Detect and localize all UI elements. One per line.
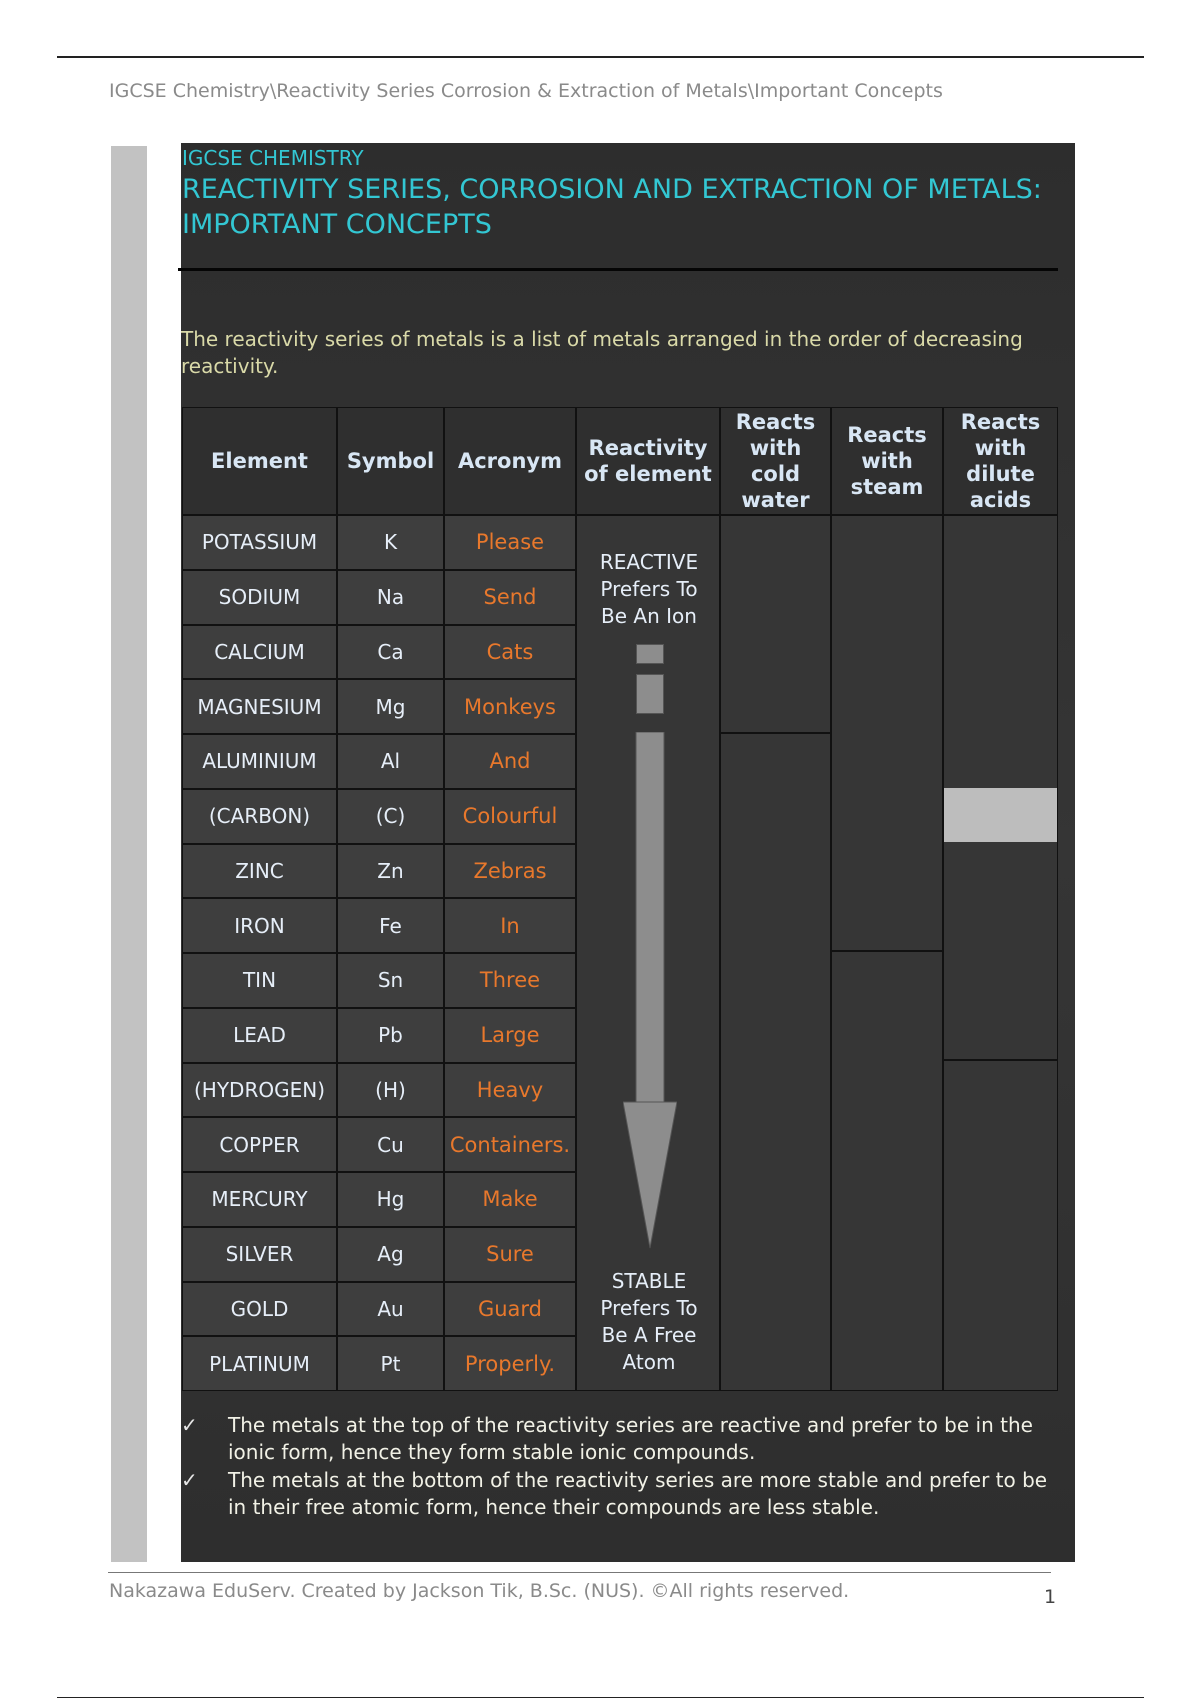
steam-reacts-block: [831, 515, 943, 951]
header-cold-water: Reacts with cold water: [720, 407, 831, 515]
acronym-cell: Heavy: [444, 1063, 576, 1118]
symbol-cell: Ca: [337, 625, 444, 680]
top-rule: [57, 56, 1144, 58]
symbol-cell: (C): [337, 789, 444, 844]
acids-no-react-block: [943, 1060, 1058, 1391]
header-element: Element: [182, 407, 337, 515]
table-row: [182, 1008, 576, 1062]
cold-water-reacts-block: [720, 515, 831, 733]
table-row: [182, 625, 576, 679]
element-cell: GOLD: [182, 1282, 337, 1337]
acronym-cell: Properly.: [444, 1336, 576, 1391]
page-number: 1: [1044, 1586, 1057, 1608]
symbol-cell: Al: [337, 734, 444, 789]
table-row: [182, 679, 576, 733]
footer-rule: [108, 1572, 1051, 1573]
acronym-cell: Zebras: [444, 844, 576, 899]
breadcrumb: IGCSE Chemistry\Reactivity Series Corrosion & Extraction of Metals\Important Concepts: [109, 80, 943, 102]
symbol-cell: Pb: [337, 1008, 444, 1063]
element-cell: MAGNESIUM: [182, 679, 337, 734]
arrow-segment-medium: [636, 674, 664, 714]
element-cell: IRON: [182, 898, 337, 953]
header-dilute-acids: Reacts with dilute acids: [943, 407, 1058, 515]
table-row: [182, 1117, 576, 1171]
acronym-cell: Make: [444, 1172, 576, 1227]
table-row: [182, 898, 576, 952]
element-cell: POTASSIUM: [182, 515, 337, 570]
table-row: [182, 953, 576, 1007]
symbol-cell: Na: [337, 570, 444, 625]
acronym-cell: Sure: [444, 1227, 576, 1282]
acronym-cell: Monkeys: [444, 679, 576, 734]
acronym-cell: Guard: [444, 1282, 576, 1337]
acronym-cell: Colourful: [444, 789, 576, 844]
symbol-cell: Ag: [337, 1227, 444, 1282]
acronym-cell: Please: [444, 515, 576, 570]
element-cell: CALCIUM: [182, 625, 337, 680]
intro-text: The reactivity series of metals is a list of metals arranged in the order of decreasing reactivity.: [181, 327, 1023, 378]
steam-no-react-block: [831, 951, 943, 1391]
element-cell: ALUMINIUM: [182, 734, 337, 789]
note-item: [181, 1412, 1061, 1466]
element-cell: LEAD: [182, 1008, 337, 1063]
note-text: The metals at the bottom of the reactivity series are more stable and prefer to be in their free atomic form, hence their compounds are less stable.: [228, 1468, 1048, 1519]
note-item: [181, 1467, 1061, 1521]
symbol-cell: Hg: [337, 1172, 444, 1227]
element-cell: COPPER: [182, 1117, 337, 1172]
symbol-cell: Sn: [337, 953, 444, 1008]
header-steam: Reacts with steam: [831, 407, 943, 515]
table-row: [182, 570, 576, 624]
doc-title: REACTIVITY SERIES, CORROSION AND EXTRACTION OF METALS: IMPORTANT CONCEPTS: [182, 174, 1042, 240]
acronym-cell: In: [444, 898, 576, 953]
element-cell: SODIUM: [182, 570, 337, 625]
title-divider: [178, 268, 1058, 271]
reactivity-column: [576, 515, 720, 1391]
element-cell: (CARBON): [182, 789, 337, 844]
doc-kicker: IGCSE CHEMISTRY: [182, 146, 364, 170]
table-row: [182, 734, 576, 788]
symbol-cell: Zn: [337, 844, 444, 899]
header-acronym: Acronym: [444, 407, 576, 515]
notes-list: [181, 1412, 1061, 1522]
down-arrow-icon: [623, 732, 677, 1252]
side-strip: [111, 146, 147, 1562]
reactive-label: REACTIVE Prefers To Be An Ion: [599, 550, 699, 628]
table-row: [182, 1336, 576, 1390]
element-cell: ZINC: [182, 844, 337, 899]
acronym-cell: Cats: [444, 625, 576, 680]
table-row: [182, 1063, 576, 1117]
table-row: [182, 515, 576, 569]
acronym-cell: Containers.: [444, 1117, 576, 1172]
note-text: The metals at the top of the reactivity series are reactive and prefer to be in the ionic form, hence they form stable ionic compounds.: [228, 1413, 1033, 1464]
arrow-segment-small: [636, 644, 664, 664]
element-cell: SILVER: [182, 1227, 337, 1282]
acronym-cell: Large: [444, 1008, 576, 1063]
reactivity-table: [182, 407, 1058, 1391]
carbon-highlight: [944, 788, 1057, 842]
table-row: [182, 1172, 576, 1226]
symbol-cell: Cu: [337, 1117, 444, 1172]
cold-water-no-react-block: [720, 733, 831, 1391]
header-symbol: Symbol: [337, 407, 444, 515]
acronym-cell: Three: [444, 953, 576, 1008]
acronym-cell: Send: [444, 570, 576, 625]
table-row: [182, 789, 576, 843]
element-cell: PLATINUM: [182, 1336, 337, 1391]
symbol-cell: Au: [337, 1282, 444, 1337]
element-cell: TIN: [182, 953, 337, 1008]
check-icon: ✓: [181, 1413, 198, 1437]
symbol-cell: K: [337, 515, 444, 570]
symbol-cell: Mg: [337, 679, 444, 734]
symbol-cell: (H): [337, 1063, 444, 1118]
stable-label: STABLE Prefers To Be A Free Atom: [600, 1269, 698, 1374]
element-cell: MERCURY: [182, 1172, 337, 1227]
symbol-cell: Pt: [337, 1336, 444, 1391]
header-reactivity: Reactivity of element: [576, 407, 720, 515]
symbol-cell: Fe: [337, 898, 444, 953]
bottom-rule: [57, 1697, 1144, 1698]
footer-credit: Nakazawa EduServ. Created by Jackson Tik, B.Sc. (NUS). ©All rights reserved.: [109, 1580, 850, 1602]
acronym-cell: And: [444, 734, 576, 789]
check-icon: ✓: [181, 1468, 198, 1492]
table-row: [182, 844, 576, 898]
element-cell: (HYDROGEN): [182, 1063, 337, 1118]
table-row: [182, 1227, 576, 1281]
table-row: [182, 1282, 576, 1336]
